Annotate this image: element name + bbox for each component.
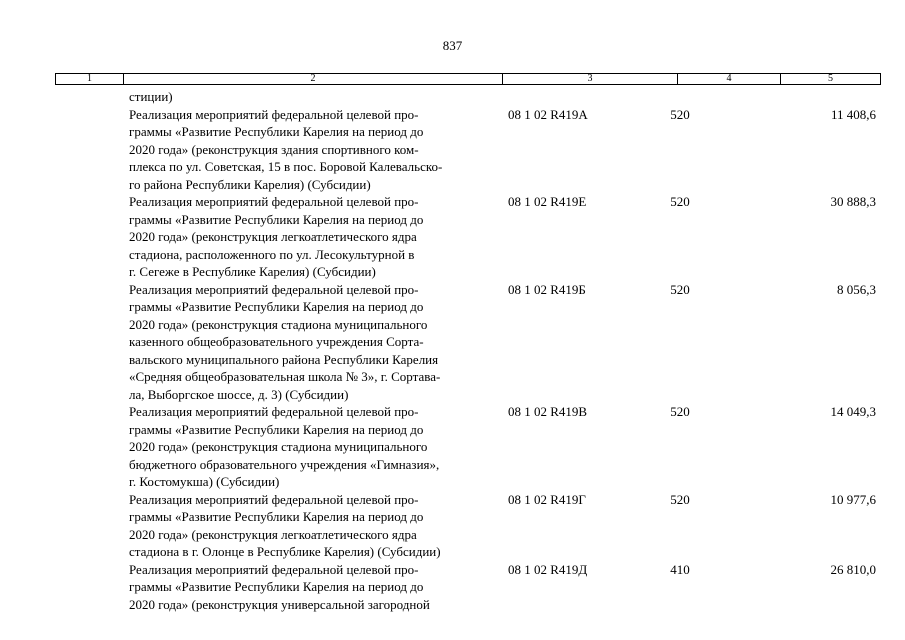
header-col-4: 4 xyxy=(678,74,781,84)
row-expense-type: 520 xyxy=(670,491,690,507)
table-row xyxy=(0,106,905,194)
header-col-2: 2 xyxy=(124,74,503,84)
continuation-text: стиции) xyxy=(129,89,173,104)
table-row xyxy=(0,281,905,404)
table-row xyxy=(0,491,905,561)
row-expense-type: 520 xyxy=(670,404,690,419)
row-description: Реализация мероприятий федеральной целевой про- граммы «Развитие Республики Карелия на период до 2020 года» (реконструкция стадиона муниципального казенного общеобразовательного учреждения Сорта- вальского муниципального района Республики Карелия «Средняя общеобразовательная школа № 3», г. Сортава- ла, Выборгское шоссе, д. 3) (Субсидии) xyxy=(129,281,441,402)
row-description: Реализация мероприятий федеральной целевой про- граммы «Развитие Республики Карелия на период до 2020 года» (реконструкция легкоатлетического ядра стадиона, расположенного по ул. Лесокультурной в г. Сегеже в Республике Карелия) (Субсидии) xyxy=(129,194,424,279)
table-row xyxy=(0,403,905,491)
page-number: 837 xyxy=(442,38,463,53)
row-code: 08 1 02 R419А xyxy=(508,106,588,122)
row-sum: 10 977,6 xyxy=(830,491,876,507)
table-row xyxy=(0,561,905,614)
row-code: 08 1 02 R419В xyxy=(508,404,588,419)
row-code: 08 1 02 R419Г xyxy=(508,491,586,507)
row-description: Реализация мероприятий федеральной целевой про- граммы «Развитие Республики Карелия на период до 2020 года» (реконструкция здания спортивного ком- плекса по ул. Советская, 15 в пос. Боровой Калевальско- го района Республики Карелия) (Субсидии) xyxy=(129,106,443,192)
row-expense-type: 520 xyxy=(670,106,690,122)
row-expense-type: 520 xyxy=(670,194,690,209)
table-body xyxy=(0,88,905,613)
header-col-3: 3 xyxy=(503,74,678,84)
table-header xyxy=(55,73,881,85)
row-description: Реализация мероприятий федеральной целевой про- граммы «Развитие Республики Карелия на период до 2020 года» (реконструкция стадиона муниципального бюджетного образовательного учреждения «Гимназия», г. Костомукша) (Субсидии) xyxy=(129,404,440,489)
row-code: 08 1 02 R419Б xyxy=(508,281,586,297)
header-col-5: 5 xyxy=(828,73,833,84)
row-sum: 30 888,3 xyxy=(830,194,876,209)
row-sum: 8 056,3 xyxy=(837,281,876,297)
row-code: 08 1 02 R419Д xyxy=(508,561,588,577)
row-code: 08 1 02 R419Е xyxy=(508,194,587,209)
header-col-1: 1 xyxy=(56,74,124,84)
row-expense-type: 410 xyxy=(670,561,690,577)
table-row xyxy=(0,193,905,281)
row-description: Реализация мероприятий федеральной целевой про- граммы «Развитие Республики Карелия на период до 2020 года» (реконструкция легкоатлетического ядра стадиона в г. Олонце в Республике Карелия) (Субсидии) xyxy=(129,491,441,559)
row-expense-type: 520 xyxy=(670,281,690,297)
row-sum: 26 810,0 xyxy=(830,561,876,577)
row-description: Реализация мероприятий федеральной целевой про- граммы «Развитие Республики Карелия на период до 2020 года» (реконструкция универсальной загородной xyxy=(129,561,430,612)
row-sum: 14 049,3 xyxy=(830,404,876,419)
row-sum: 11 408,6 xyxy=(830,106,876,122)
continuation-row xyxy=(0,88,905,106)
